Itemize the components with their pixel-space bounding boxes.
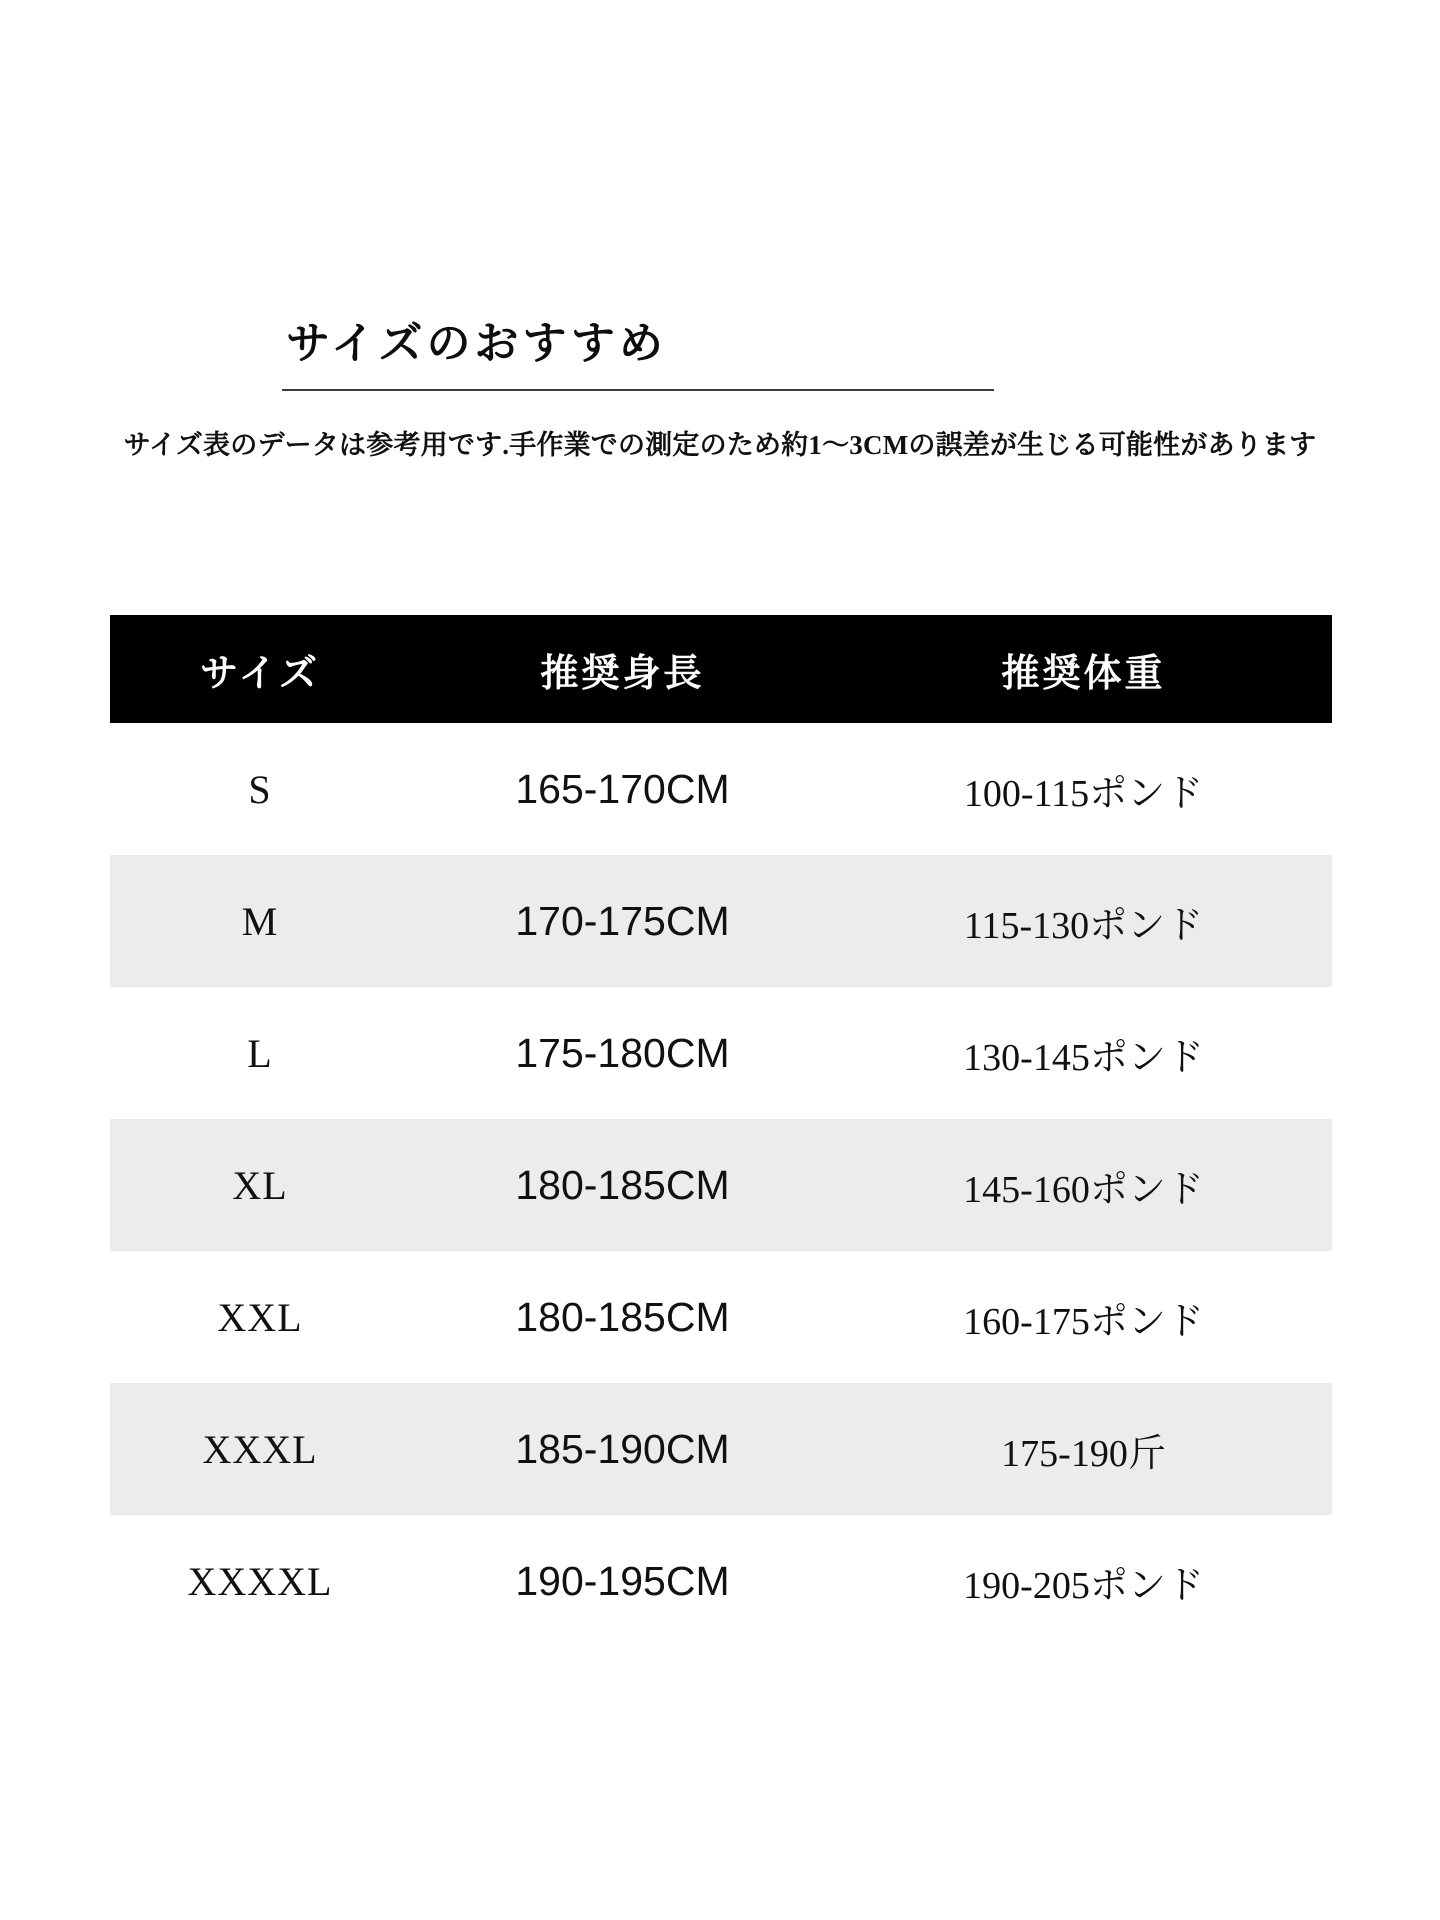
table-row [110, 987, 1332, 1119]
cell-height: 185-190CM [515, 1425, 730, 1472]
cell-height: 180-185CM [515, 1293, 730, 1340]
cell-size: XXXL [202, 1426, 318, 1472]
column-header-size: サイズ [110, 615, 410, 723]
cell-size: XXXXL [187, 1558, 333, 1604]
cell-height: 180-185CM [515, 1161, 730, 1208]
table-row [110, 1119, 1332, 1251]
cell-height: 170-175CM [515, 897, 730, 944]
cell-size: S [248, 766, 272, 812]
cell-weight: 130-145ポンド [963, 1036, 1204, 1079]
column-header-weight: 推奨体重 [835, 615, 1332, 723]
title-divider [282, 389, 994, 391]
cell-weight: 160-175ポンド [963, 1300, 1204, 1343]
cell-weight: 190-205ポンド [963, 1564, 1204, 1607]
table-header-row [110, 615, 1332, 723]
table-body [110, 723, 1332, 1647]
table-row [110, 1251, 1332, 1383]
cell-weight: 145-160ポンド [963, 1168, 1204, 1211]
cell-height: 190-195CM [515, 1557, 730, 1604]
size-table-wrapper [110, 615, 1332, 1647]
cell-size: XXL [217, 1294, 303, 1340]
page-title: サイズのおすすめ [286, 319, 667, 368]
cell-height: 165-170CM [515, 765, 730, 812]
cell-weight: 115-130ポンド [963, 904, 1204, 947]
table-row [110, 1383, 1332, 1515]
cell-size: M [241, 898, 279, 944]
cell-weight: 175-190斤 [1001, 1432, 1166, 1475]
table-row [110, 1515, 1332, 1647]
table-row [110, 723, 1332, 855]
table-row [110, 855, 1332, 987]
header-block [0, 318, 1440, 462]
size-table [110, 615, 1332, 1647]
cell-weight: 100-115ポンド [963, 772, 1204, 815]
cell-size: L [247, 1030, 273, 1076]
cell-size: XL [232, 1162, 288, 1208]
table-header [110, 615, 1332, 723]
measurement-note: サイズ表のデータは参考用です.手作業での測定のため約1〜3CMの誤差が生じる可能性があります [123, 429, 1317, 460]
cell-height: 175-180CM [515, 1029, 730, 1076]
column-header-height: 推奨身長 [410, 615, 835, 723]
